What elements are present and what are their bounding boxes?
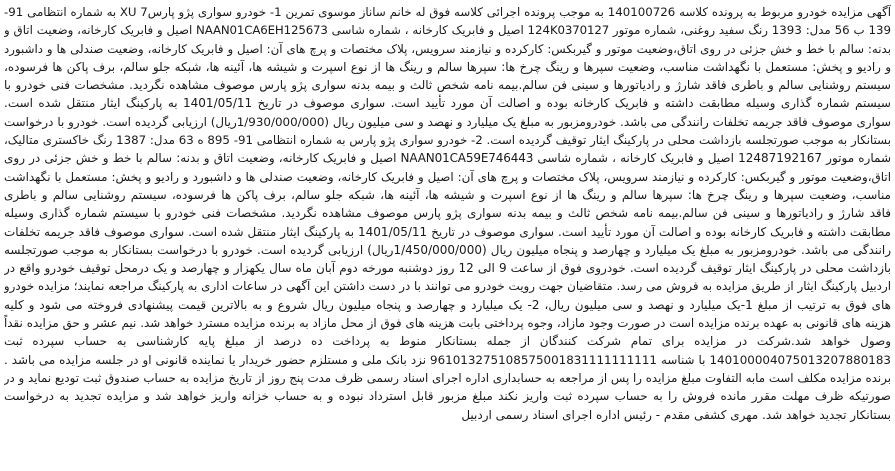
document-line: سیستم روشنایی سالم و باطری فاقد شارژ و رادیاتورها و سینی فن سالم.بیمه نامه شخص ثالث و بیمه بدنه سواری پژو پارس موصوف مشاهده نگردید. مشخصات فنی خودرو با	[4, 78, 891, 93]
document-line: بستانکار به موجب صورتجلسه بازداشت محلی در پارکینگ ایثار توقیف گردیده است. 2- خودرو سواری پژو پارس به شماره انتظامی 91- 895 ه 63 مدل: 1387 رنگ خاکستری متالیک،	[4, 133, 891, 148]
document-line: سواری موصوف فاقد جریمه تخلفات رانندگی می باشد. خودرومزبور به مبلغ یک میلیارد و نهصد و سی میلیون ریال (1/930/000/000ریال) ارزیابی گردیده است. خودرو با درخواست	[4, 114, 891, 129]
document-line: سیستم شماره گذاری وسیله مطابقت داشته و فابریک کارخانه بوده و اصالت آن مورد تأیید است. سواری موصوف در تاریخ 1401/05/11 به پارکینگ ایثار منتقل شده است.	[4, 96, 891, 111]
document-line: بدنه: سالم با خط و خش جزئی در روی اتاق،وضعیت موتور و گیربکس: کارکرده و نیازمند سرویس، پلاک مختصات و پرچ های آن: اصیل و فابریک کارخانه، وضعیت صندلی ها و داشبورد	[4, 41, 891, 56]
document-signature-line: بستانکار تجدید خواهد شد. مهری کشفی مقدم - رئیس اداره اجرای اسناد رسمی اردبیل	[461, 407, 891, 422]
document-line: مناسب، وضعیت سپرها و رینگ چرخ ها: سپرها سالم و رینگ ها از نوع اسپرت و شیشه ها، آئینه ها، شبکه جلو سالم، برف پاکن ها فرسوده، سیستم روشنایی سالم و باطری	[4, 187, 891, 202]
document-line: شماره موتور 12487192167 اصیل و فابریک کارخانه ، شماره شاسی NAAN01CA59E746443 اصیل و فابریک کارخانه، وضعیت اتاق و بدنه: سالم با خط و خش جزئی در روی	[4, 151, 891, 166]
document-line: اتاق،وضعیت موتور و گیربکس: کارکرده و نیازمند سرویس، پلاک مختصات و پرچ های آن: اصیل و فابریک کارخانه، وضعیت صندلی ها و داشبورد و رادیو و پخش: مستعمل با نگهداشت	[4, 169, 891, 184]
document-line: و رادیو و پخش: مستعمل با نگهداشت مناسب، وضعیت سپرها و رینگ چرخ ها: سپرها سالم و رینگ ها از نوع اسپرت و شیشه ها، آئینه ها، شبکه جلو سالم، برف پاکن ها فرسوده،	[4, 59, 891, 74]
document-line: صورتیکه ظرف مهلت مقرر مانده فروش را به حساب سپرده ثبت واریز نکند مبلغ مزبور قابل استرداد نبوده و به حساب خزانه واریز خواهد شد و مزایده تجدید به درخواست	[4, 389, 891, 404]
document-line: آگهی مزایده خودرو مربوط به پرونده کلاسه 140100726 به موجب پرونده اجرائی کلاسه فوق له خانم ساناز موسوی تمرین 1- خودرو سواری پژو پارس7 XU به شماره انتظامی 91-	[4, 5, 891, 19]
document-line: فاقد شارژ و رادیاتورها و سینی فن سالم.بیمه نامه شخص ثالث و بیمه بدنه سواری پژو پارس موصوف مشاهده نگردید. مشخصات فنی خودرو با سیستم شماره گذاری وسیله	[4, 206, 891, 221]
document-line: هزینه های قانونی به عهده برنده مزایده است در صورت وجود مازاد، وجوه پرداختی بابت هزینه های فوق از محل مازاد به برنده مزایده مسترد خواهد شد. نیم عشر و حق مزایده نقداً	[4, 316, 891, 331]
document-line: های فوق به ترتیب از مبلغ 1-یک میلیارد و نهصد و سی میلیون ریال، 2- یک میلیارد و چهارصد و پنجاه میلیون ریال شروع و به بالاترین قیمت پیشنهادی فروخته می شود و کلیه	[4, 297, 891, 312]
document-line: اردبیل پارکینگ ایثار از طریق مزایده به فروش می رسد. متقاضیان جهت رویت خودرو می توانند با در دست داشتن این آگهی در ساعات اداری به پارکینگ مراجعه نمایند؛ مزایده خودرو	[4, 279, 891, 294]
document-line: بازداشت محلی در پارکینگ ایثار توقیف گردیده است. خودروی فوق از ساعت 9 الی 12 روز دوشنبه مورخه دوم آبان ماه سال یکهزار و چهارصد و یک درمحل توقیف خودرو واقع در	[4, 261, 891, 276]
document-line: وصول خواهد شد.شرکت در مزایده برای تمام شرکت کنندگان از جمله بستانکار منوط به پرداخت ده درصد از مبلغ پایه کارشناسی به حساب سپرده ثبت	[4, 334, 891, 349]
document-line: 139 ب 56 مدل: 1393 رنگ سفید روغنی، شماره موتور 124K0370127 اصیل و فابریک کارخانه ، شماره شاسی NAAN01CA6EH125673 اصیل و فابریک کارخانه، وضعیت اتاق و	[4, 23, 891, 38]
document-line: برنده مزایده مکلف است مابه التفاوت مبلغ مزایده را پس از مراجعه به حسابداری اداره اجرای اسناد رسمی ظرف مدت پنج روز از تاریخ مزایده به حساب صندوق ثبت تودیع نماید و در	[4, 370, 891, 385]
document-line: 140100004075013207880183 با شناسه 961013275108575001831111111111 نزد بانک ملی و مستلزم حضور خریدار یا نماینده قانونی او در جلسه مزایده می باشد .	[4, 352, 891, 367]
document-line: مطابقت داشته و فابریک کارخانه بوده و اصالت آن مورد تأیید است. سواری موصوف در تاریخ 1401/05/11 به پارکینگ ایثار منتقل شده است. سواری موصوف فاقد جریمه تخلفات	[4, 224, 891, 239]
document-line: رانندگی می باشد. خودرومزبور به مبلغ یک میلیارد و چهارصد و پنجاه میلیون ریال (1/450/000/000ریال) ارزیابی گردیده است. خودرو با درخواست بستانکار به موجب صورتجلسه	[4, 242, 891, 257]
